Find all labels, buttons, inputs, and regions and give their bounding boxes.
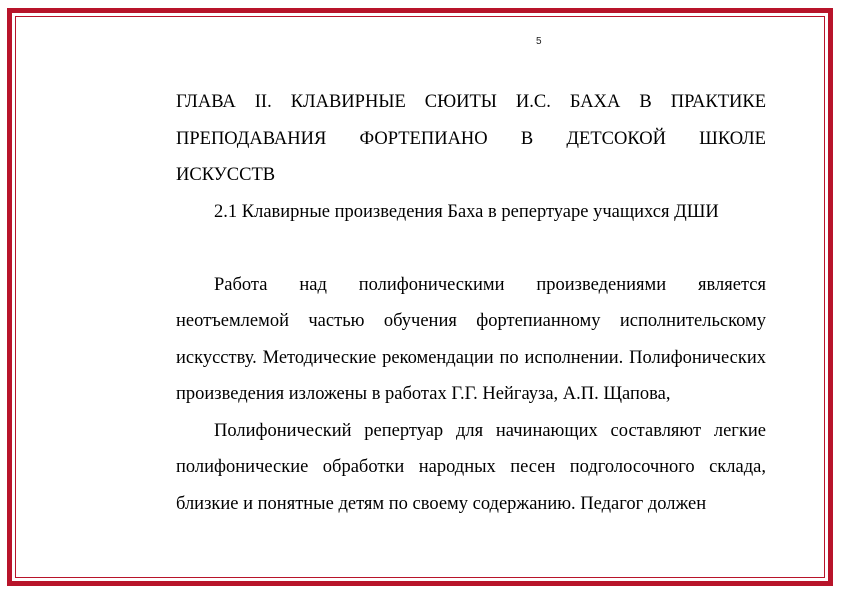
page-number: 5 [536, 36, 542, 47]
chapter-title: ГЛАВА II. КЛАВИРНЫЕ СЮИТЫ И.С. БАХА В ПРАКТИКЕ ПРЕПОДАВАНИЯ ФОРТЕПИАНО В ДЕТСОКОЙ ШКОЛЕ ИСКУССТВ [176, 92, 766, 185]
paragraph-2: Полифонический репертуар для начинающих составляют легкие полифонические обработки народных песен подголосочного склада, близкие и понятные детям по своему содержанию. Педагог должен [176, 420, 766, 514]
paragraph-1: Работа над полифоническими произведениями является неотъемлемой частью обучения фортепианному исполнительскому искусству. Методические рекомендации по исполнении. Полифонических произведения изложены в работах Г.Г. Нейгауза, А.П. Щапова, [176, 274, 766, 404]
section-title: 2.1 Клавирные произведения Баха в репертуаре учащихся ДШИ [214, 201, 719, 222]
document-body [176, 84, 766, 522]
